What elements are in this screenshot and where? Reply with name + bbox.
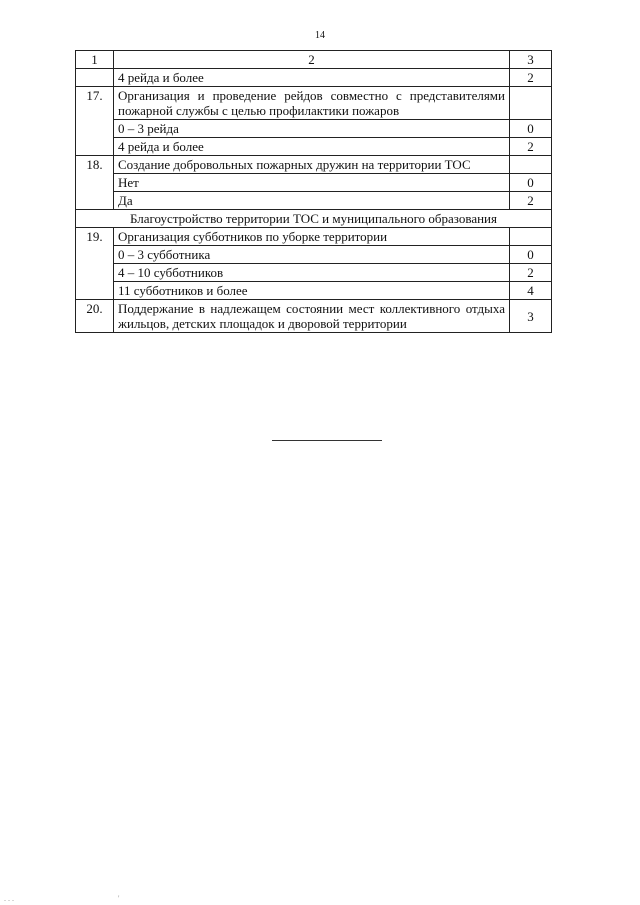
item-number bbox=[76, 246, 114, 264]
section-heading: Благоустройство территории ТОС и муниципального образования bbox=[76, 210, 552, 228]
item-number bbox=[76, 69, 114, 87]
item-text: 4 – 10 субботников bbox=[114, 264, 510, 282]
header-col-3: 3 bbox=[510, 51, 552, 69]
item-text: Да bbox=[114, 192, 510, 210]
criteria-table bbox=[75, 50, 552, 333]
item-score: 2 bbox=[510, 264, 552, 282]
table-row bbox=[76, 156, 552, 174]
item-score: 0 bbox=[510, 174, 552, 192]
item-number bbox=[76, 264, 114, 282]
item-number: 18. bbox=[76, 156, 114, 174]
item-score: 2 bbox=[510, 69, 552, 87]
item-number: 17. bbox=[76, 87, 114, 120]
item-number bbox=[76, 282, 114, 300]
item-score: 0 bbox=[510, 120, 552, 138]
item-number bbox=[76, 174, 114, 192]
item-score bbox=[510, 156, 552, 174]
item-score: 0 bbox=[510, 246, 552, 264]
item-number: 20. bbox=[76, 300, 114, 333]
item-score: 3 bbox=[510, 300, 552, 333]
table-row bbox=[76, 138, 552, 156]
end-of-document-rule bbox=[272, 440, 382, 441]
table-row bbox=[76, 300, 552, 333]
item-text: 0 – 3 субботника bbox=[114, 246, 510, 264]
table-row bbox=[76, 174, 552, 192]
item-number bbox=[76, 138, 114, 156]
item-text: 4 рейда и более bbox=[114, 69, 510, 87]
section-row bbox=[76, 210, 552, 228]
item-score: 2 bbox=[510, 138, 552, 156]
item-text: Нет bbox=[114, 174, 510, 192]
item-text: Организация субботников по уборке территории bbox=[114, 228, 510, 246]
table-row bbox=[76, 228, 552, 246]
item-score bbox=[510, 87, 552, 120]
table-row bbox=[76, 246, 552, 264]
item-score: 4 bbox=[510, 282, 552, 300]
item-text: Организация и проведение рейдов совместно с представителями пожарной службы с целью профилактики пожаров bbox=[114, 87, 510, 120]
table-row bbox=[76, 69, 552, 87]
item-text: 4 рейда и более bbox=[114, 138, 510, 156]
table-header-row bbox=[76, 51, 552, 69]
item-text: Поддержание в надлежащем состоянии мест коллективного отдыха жильцов, детских площадок и дворовой территории bbox=[114, 300, 510, 333]
item-score: 2 bbox=[510, 192, 552, 210]
page-number: 14 bbox=[315, 30, 325, 41]
table-row bbox=[76, 120, 552, 138]
table-row bbox=[76, 264, 552, 282]
item-text: Создание добровольных пожарных дружин на территории ТОС bbox=[114, 156, 510, 174]
table-row bbox=[76, 87, 552, 120]
scan-mark-left: . . . bbox=[4, 894, 14, 903]
item-number: 19. bbox=[76, 228, 114, 246]
table-row bbox=[76, 282, 552, 300]
item-text: 0 – 3 рейда bbox=[114, 120, 510, 138]
header-col-1: 1 bbox=[76, 51, 114, 69]
item-score bbox=[510, 228, 552, 246]
header-col-2: 2 bbox=[114, 51, 510, 69]
item-number bbox=[76, 120, 114, 138]
table-row bbox=[76, 192, 552, 210]
item-text: 11 субботников и более bbox=[114, 282, 510, 300]
scan-mark-center: ' bbox=[118, 894, 120, 903]
item-number bbox=[76, 192, 114, 210]
